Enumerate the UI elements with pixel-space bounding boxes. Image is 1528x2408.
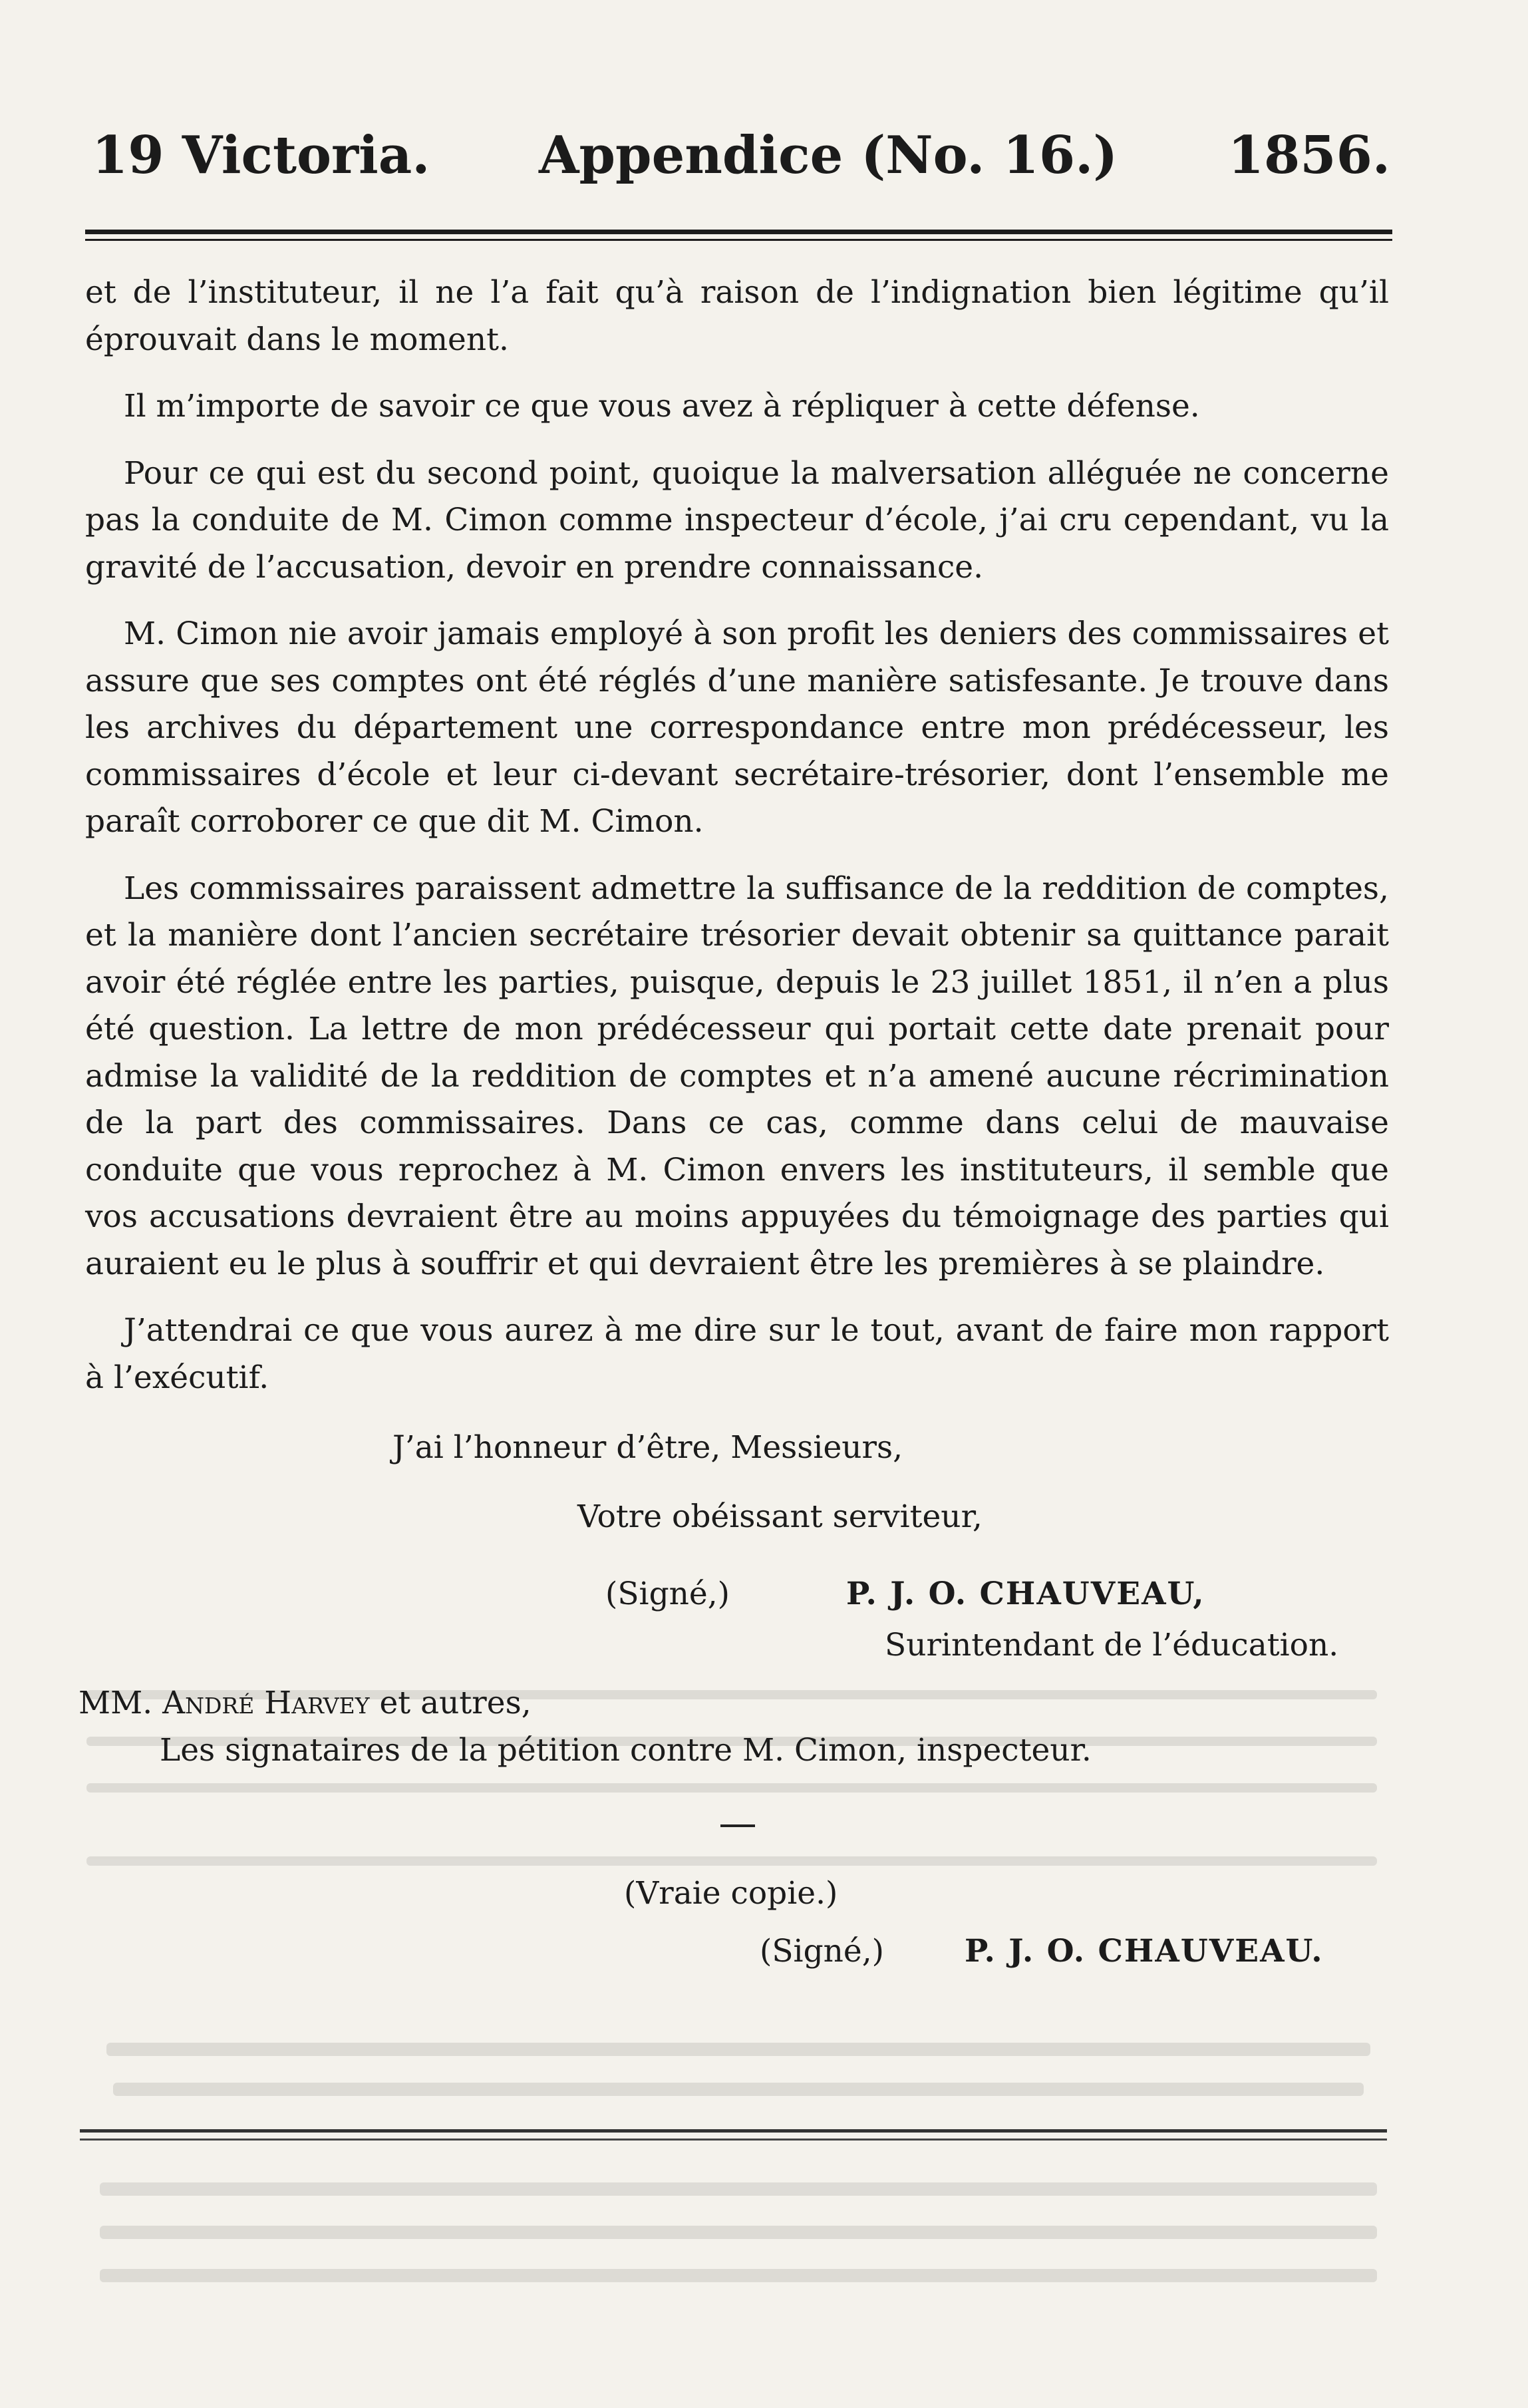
paragraph-reply-request: Il m’importe de savoir ce que vous avez à répliquer à cette défense. — [124, 388, 1200, 425]
true-copy-label: (Vraie copie.) — [624, 1875, 838, 1912]
signer-name: P. J. O. CHAUVEAU, — [846, 1576, 1205, 1612]
addressee-names: André Harvey — [162, 1685, 370, 1721]
signer-title: Surintendant de l’éducation. — [885, 1627, 1339, 1663]
addressee-prefix: MM. — [78, 1685, 153, 1721]
signed-label-copy: (Signé,) — [760, 1933, 885, 1970]
header-year: 1856. — [1227, 125, 1390, 186]
complimentary-close: Votre obéissant serviteur, — [577, 1498, 983, 1535]
paragraph-continuation: et de l’instituteur, il ne l’a fait qu’à raison de l’indignation bien légitime qu’il éprouvait dans le moment. — [85, 274, 1389, 358]
header-appendix-number: Appendice (No. 16.) — [539, 125, 1118, 186]
signed-label: (Signé,) — [605, 1576, 730, 1612]
addressee-suffix: et autres, — [379, 1685, 532, 1721]
paragraph-cimon-denial: M. Cimon nie avoir jamais employé à son profit les deniers des commissaires et assure que ses comptes ont été réglés d’une manière satisfesante. Je trouve dans les archives du département une correspondance entre mon prédécesseur, les commissaires d’école et leur ci-devant secrétaire-trésorier, dont l’ensemble me paraît corroborer ce que dit M. Cimon. — [85, 615, 1389, 840]
paragraph-awaiting-reply: J’attendrai ce que vous aurez à me dire sur le tout, avant de faire mon rapport à l’exécutif. — [85, 1312, 1389, 1396]
paragraph-second-point: Pour ce qui est du second point, quoique la malversation alléguée ne concerne pas la conduite de M. Cimon comme inspecteur d’école, j’ai cru cependant, vu la gravité de l’accusation, devoir en prendre connaissance. — [85, 454, 1389, 586]
header-regnal-year: 19 Victoria. — [92, 125, 430, 186]
salutation: J’ai l’honneur d’être, Messieurs, — [392, 1429, 903, 1466]
paragraph-commissioners: Les commissaires paraissent admettre la suffisance de la reddition de comptes, et la manière dont l’ancien secrétaire trésorier devait obtenir sa quittance parait avoir été réglée entre les parties, puisque, depuis le 23 juillet 1851, il n’en a plus été question. La lettre de mon prédécesseur qui portait cette date prenait pour admise la validité de la reddition de comptes et n’a amené aucune récrimination de la part des commissaires. Dans ce cas, comme dans celui de mauvaise conduite que vous reprochez à M. Cimon envers les instituteurs, il semble que vos accusations devraient être au moins appuyées du témoignage des parties qui auraient eu le plus à souffrir et qui devraient être les premières à se plaindre. — [85, 870, 1389, 1282]
signer-name-copy: P. J. O. CHAUVEAU. — [965, 1933, 1324, 1970]
addressee-description: Les signataires de la pétition contre M. Cimon, inspecteur. — [160, 1732, 1092, 1769]
